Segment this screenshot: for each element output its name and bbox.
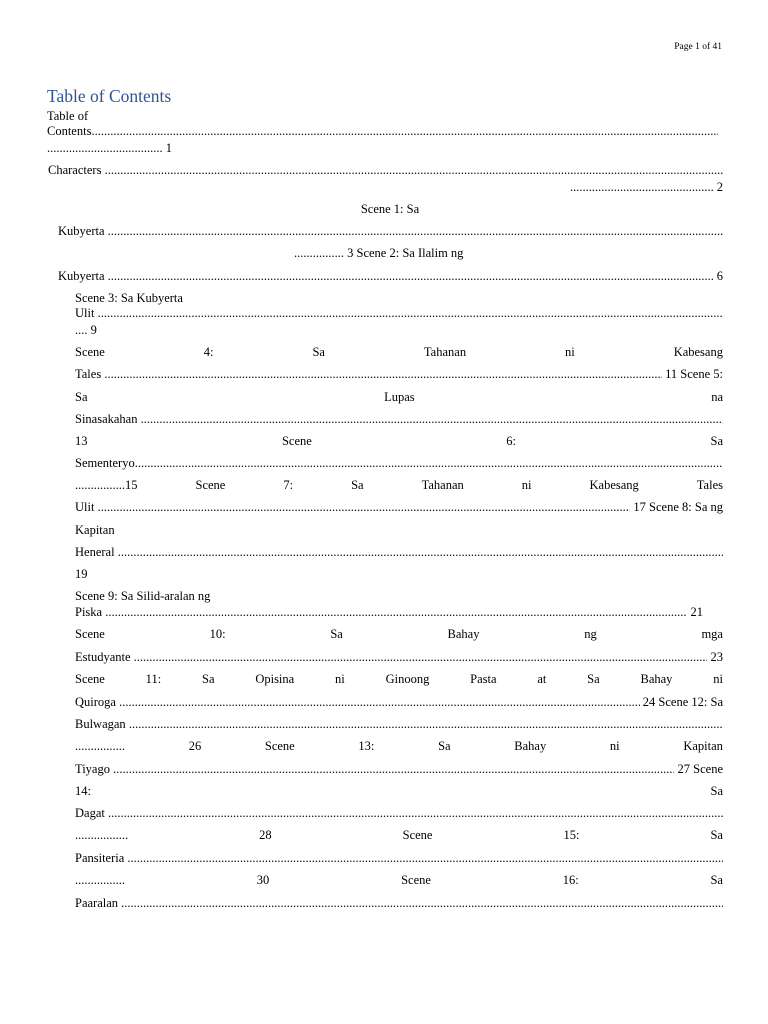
toc-entry-scene-12[interactable] <box>75 717 723 732</box>
leader-dots <box>105 163 723 178</box>
page-ref: 24 Scene 12: Sa <box>639 695 723 709</box>
leader-dots <box>118 545 723 560</box>
toc-entry-characters[interactable] <box>48 163 723 178</box>
word: Bahay <box>447 627 480 641</box>
toc-entry-label: Contents <box>47 124 92 138</box>
toc-entry-page <box>47 141 172 156</box>
page-number: Page 1 of 41 <box>674 42 722 52</box>
toc-entry-scene-13[interactable] <box>75 762 723 777</box>
page-ref: 17 Scene 8: Sa ng <box>630 500 723 514</box>
toc-justified-line <box>75 434 723 449</box>
word: 13 <box>75 434 88 448</box>
toc-entry-label: Quiroga <box>75 695 120 709</box>
toc-entry-scene-5[interactable] <box>75 412 723 427</box>
toc-line: .... 9 <box>75 323 97 337</box>
toc-entry-label: Sementeryo <box>75 456 135 470</box>
toc-justified-line <box>75 739 723 754</box>
word: 16: <box>562 873 579 887</box>
word: Lupas <box>384 390 415 404</box>
word: at <box>537 672 547 686</box>
leader-dots <box>105 605 687 620</box>
word: Scene <box>75 672 105 686</box>
word: 10: <box>209 627 226 641</box>
word: Scene <box>75 627 105 641</box>
leader-dots <box>104 367 662 382</box>
word: Tahanan <box>423 345 467 359</box>
toc-entry-label: Kubyerta <box>58 269 108 283</box>
word: Sa <box>710 828 723 842</box>
word: Scene <box>281 434 312 448</box>
toc-entry-scene-16[interactable] <box>75 896 723 911</box>
word: Sa <box>312 345 325 359</box>
leader-dots <box>129 717 723 732</box>
toc-entry-page <box>570 180 723 195</box>
toc-line: Scene 9: Sa Silid-aralan ng <box>75 589 211 603</box>
toc-line: Kapitan <box>75 523 115 537</box>
word: ng <box>584 627 597 641</box>
leader-dots <box>135 456 723 471</box>
word: Scene <box>264 739 295 753</box>
word: ni <box>609 739 620 753</box>
word: ni <box>565 345 575 359</box>
word: 30 <box>256 873 270 887</box>
word: 15: <box>563 828 580 842</box>
word: Sa <box>710 873 723 887</box>
toc-entry-label: Bulwagan <box>75 717 129 731</box>
word: Sa <box>587 672 600 686</box>
toc-justified-line <box>75 828 723 843</box>
toc-entry-scene-7[interactable] <box>75 500 723 515</box>
page-ref: 21 <box>687 605 703 619</box>
toc-entry-scene-11[interactable] <box>75 695 723 710</box>
toc-line: 19 <box>75 567 88 581</box>
toc-entry-label: Dagat <box>75 806 108 820</box>
page-ref: 1 <box>162 141 172 155</box>
toc-justified-line <box>75 478 723 493</box>
word: mga <box>701 627 723 641</box>
toc-entry-label: Tiyago <box>75 762 114 776</box>
word: Bahay <box>640 672 673 686</box>
toc-line: Scene 3: Sa Kubyerta <box>75 291 183 305</box>
leader-dots <box>119 695 640 710</box>
toc-entry-scene-10[interactable] <box>75 650 723 665</box>
word: Scene <box>402 828 433 842</box>
word: Kapitan <box>683 739 723 753</box>
word: Sa <box>710 784 723 798</box>
toc-entry-label: Kubyerta <box>58 224 108 238</box>
word: Tahanan <box>421 478 464 492</box>
word: 7: <box>283 478 294 492</box>
word: Sa <box>351 478 364 492</box>
word: ................15 <box>75 478 138 492</box>
word: Ginoong <box>385 672 430 686</box>
word: Sa <box>710 434 723 448</box>
toc-entry-scene-3[interactable] <box>75 306 723 321</box>
toc-justified-line <box>75 390 723 405</box>
toc-justified-line <box>75 784 723 799</box>
leader-dots <box>108 224 723 239</box>
word: Bahay <box>514 739 547 753</box>
word: ................. <box>75 828 129 842</box>
word: Scene <box>195 478 226 492</box>
word: na <box>711 390 723 404</box>
page-ref: 11 Scene 5: <box>662 367 723 381</box>
toc-entry-label: Piska <box>75 605 106 619</box>
leader-dots <box>108 806 723 821</box>
leader-dots <box>91 124 718 139</box>
word: Kabesang <box>673 345 723 359</box>
leader-dots <box>113 762 674 777</box>
toc-entry-scene-14[interactable] <box>75 806 723 821</box>
toc-entry-label: Paaralan <box>75 896 122 910</box>
leader-dots <box>108 269 714 284</box>
word: Opisina <box>255 672 295 686</box>
page-ref: 23 <box>707 650 723 664</box>
leader-dots <box>98 500 631 515</box>
page-ref: 27 Scene <box>674 762 723 776</box>
toc-entry-scene-1[interactable] <box>58 224 723 239</box>
page-ref: 6 <box>713 269 723 283</box>
toc-entry-label: Ulit <box>75 500 98 514</box>
toc-entry-scene-9[interactable] <box>75 605 703 620</box>
toc-entry-scene-8[interactable] <box>75 545 723 560</box>
word: ................ <box>75 739 125 753</box>
word: ni <box>335 672 345 686</box>
toc-entry-contents[interactable] <box>47 124 718 139</box>
word: 4: <box>203 345 214 359</box>
word: Sa <box>75 390 88 404</box>
word: 14: <box>75 784 91 798</box>
toc-justified-line <box>75 672 723 687</box>
word: Scene <box>75 345 105 359</box>
leader-dots <box>127 851 723 866</box>
leader-dots <box>47 141 163 156</box>
word: 13: <box>358 739 375 753</box>
toc-line: ................ 3 Scene 2: Sa Ilalim ng <box>294 246 464 260</box>
leader-dots <box>134 650 708 665</box>
word: Scene <box>401 873 431 887</box>
word: ni <box>521 478 532 492</box>
word: ni <box>713 672 723 686</box>
word: Pasta <box>470 672 497 686</box>
toc-entry-label: Heneral <box>75 545 118 559</box>
leader-dots <box>98 306 723 321</box>
toc-entry-scene-2[interactable] <box>58 269 723 284</box>
toc-entry-label: Characters <box>48 163 105 177</box>
leader-dots <box>141 412 723 427</box>
toc-entry-label: Estudyante <box>75 650 134 664</box>
toc-entry-label: Ulit <box>75 306 98 320</box>
toc-entry-scene-6[interactable] <box>75 456 723 471</box>
word: Sa <box>202 672 215 686</box>
toc-entry-label: Tales <box>75 367 105 381</box>
word: 11: <box>145 672 162 686</box>
word: Sa <box>438 739 451 753</box>
toc-entry-scene-4[interactable] <box>75 367 723 382</box>
toc-line: Table of <box>47 109 89 123</box>
word: Kabesang <box>589 478 639 492</box>
word: ................ <box>75 873 125 887</box>
toc-heading: Table of Contents <box>47 86 172 106</box>
leader-dots <box>570 180 714 195</box>
toc-entry-label: Sinasakahan <box>75 412 141 426</box>
toc-entry-label: Pansiteria <box>75 851 128 865</box>
word: Tales <box>696 478 723 492</box>
leader-dots <box>121 896 723 911</box>
word: Sa <box>330 627 343 641</box>
page-ref: 2 <box>713 180 723 194</box>
toc-line: Scene 1: Sa <box>360 202 420 216</box>
toc-justified-line <box>75 345 723 360</box>
toc-justified-line <box>75 627 723 642</box>
word: 26 <box>188 739 202 753</box>
word: 28 <box>259 828 272 842</box>
toc-justified-line <box>75 873 723 888</box>
word: 6: <box>506 434 517 448</box>
toc-entry-scene-15[interactable] <box>75 851 723 866</box>
